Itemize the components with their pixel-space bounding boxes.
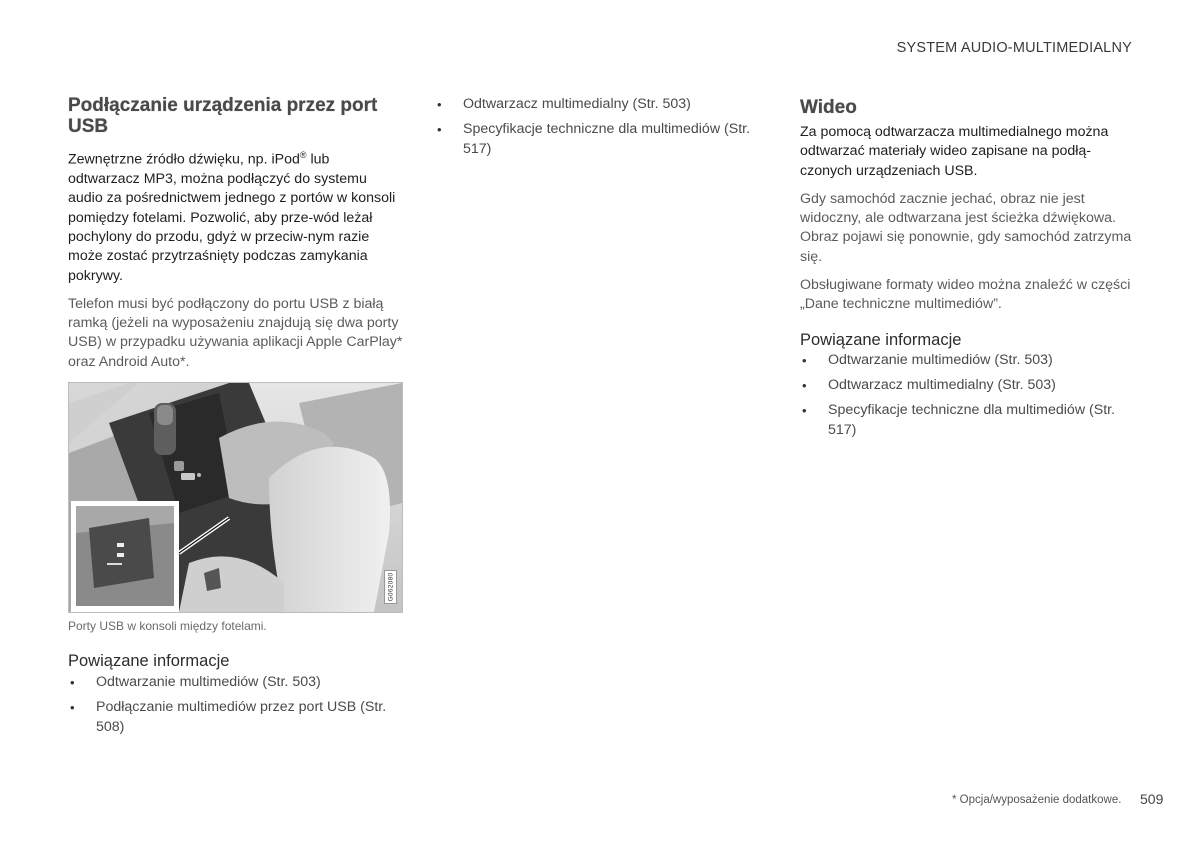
paragraph-video-intro: Za pomocą odtwarzacza multimedialnego można odtwarzać materiały wideo zapisane na podłą-czonych urządzeniach USB. [800,124,1109,179]
footer-option-note: * Opcja/wyposażenie dodatkowe. [952,794,1122,806]
related-link[interactable] [68,673,403,692]
column-video [800,95,1135,446]
related-link[interactable] [435,95,755,114]
related-link[interactable] [800,351,1135,370]
column-usb [68,95,403,743]
paragraph-usb-intro [68,146,403,286]
related-link-text: Odtwarzacz multimedialny (Str. 503) [463,96,691,112]
paragraph-phone-usb: Telefon musi być podłączony do portu USB z białą ramką (jeżeli na wyposażeniu znajdują się dwa porty USB) w przypadku używania aplikacji Apple CarPlay* oraz Android Auto*. [68,295,403,370]
related-link-text: Podłączanie multimediów przez port USB (Str. 508) [96,699,387,735]
related-link-text: Odtwarzanie multimediów (Str. 503) [828,351,1053,368]
related-list-video [800,351,1135,440]
usb-intro-text-cont: lub odtwarzacz MP3, można podłączyć do systemu audio za pośrednictwem jednego z portów w konsoli pomiędzy fotelami. Pozwolić, aby prze-wód leżał pochylony do przodu, gdyż w przeciw-nym razie może zostać przytrzaśnięty podczas zamykania pokrywy. [68,151,396,284]
bullet-dot: • [70,675,75,690]
heading-usb-connection: Podłączanie urządzenia przez port USB [68,95,378,137]
related-link[interactable] [435,120,755,159]
bullet-dot: • [437,122,442,138]
figure-code-text: G062080 [387,572,394,602]
related-link[interactable] [800,376,1135,395]
bullet-dot: • [70,700,75,716]
related-link-text: Odtwarzacz multimedialny (Str. 503) [828,376,1056,393]
paragraph-video-formats: Obsługiwane formaty wideo można znaleźć w części „Dane techniczne multimediów”. [800,277,1131,313]
related-link[interactable] [800,401,1135,440]
heading-related-info-video: Powiązane informacje [800,330,962,349]
bullet-dot: • [802,403,807,419]
page-number: 509 [1140,791,1164,807]
registered-mark: ® [299,150,307,160]
figure-caption: Porty USB w konsoli między fotelami. [68,619,267,633]
usb-intro-text: Zewnętrzne źródło dźwięku, np. iPod [68,151,300,168]
running-header: SYSTEM AUDIO-MULTIMEDIALNY [896,40,1132,56]
paragraph-video-driving: Gdy samochód zacznie jechać, obraz nie jest widoczny, ale odtwarzana jest ścieżka dźwiękowa. Obraz pojawi się ponownie, gdy samochód zatrzyma się. [800,190,1132,265]
related-list-usb [68,673,403,737]
related-link[interactable] [68,698,403,737]
related-link-text: Specyfikacje techniczne dla multimediów (Str. 517) [828,402,1116,438]
heading-video: Wideo [800,97,857,118]
bullet-dot: • [802,352,807,368]
figure-code-label [384,570,397,604]
related-list-continued [435,95,755,159]
related-link-text: Odtwarzanie multimediów (Str. 503) [96,674,321,690]
figure-usb-console [68,382,403,613]
bullet-dot: • [802,377,807,393]
bullet-dot: • [437,97,442,112]
console-illustration [69,383,402,612]
column-continuation [435,95,755,165]
heading-related-info-usb: Powiązane informacje [68,652,230,670]
related-link-text: Specyfikacje techniczne dla multimediów (Str. 517) [463,121,751,157]
